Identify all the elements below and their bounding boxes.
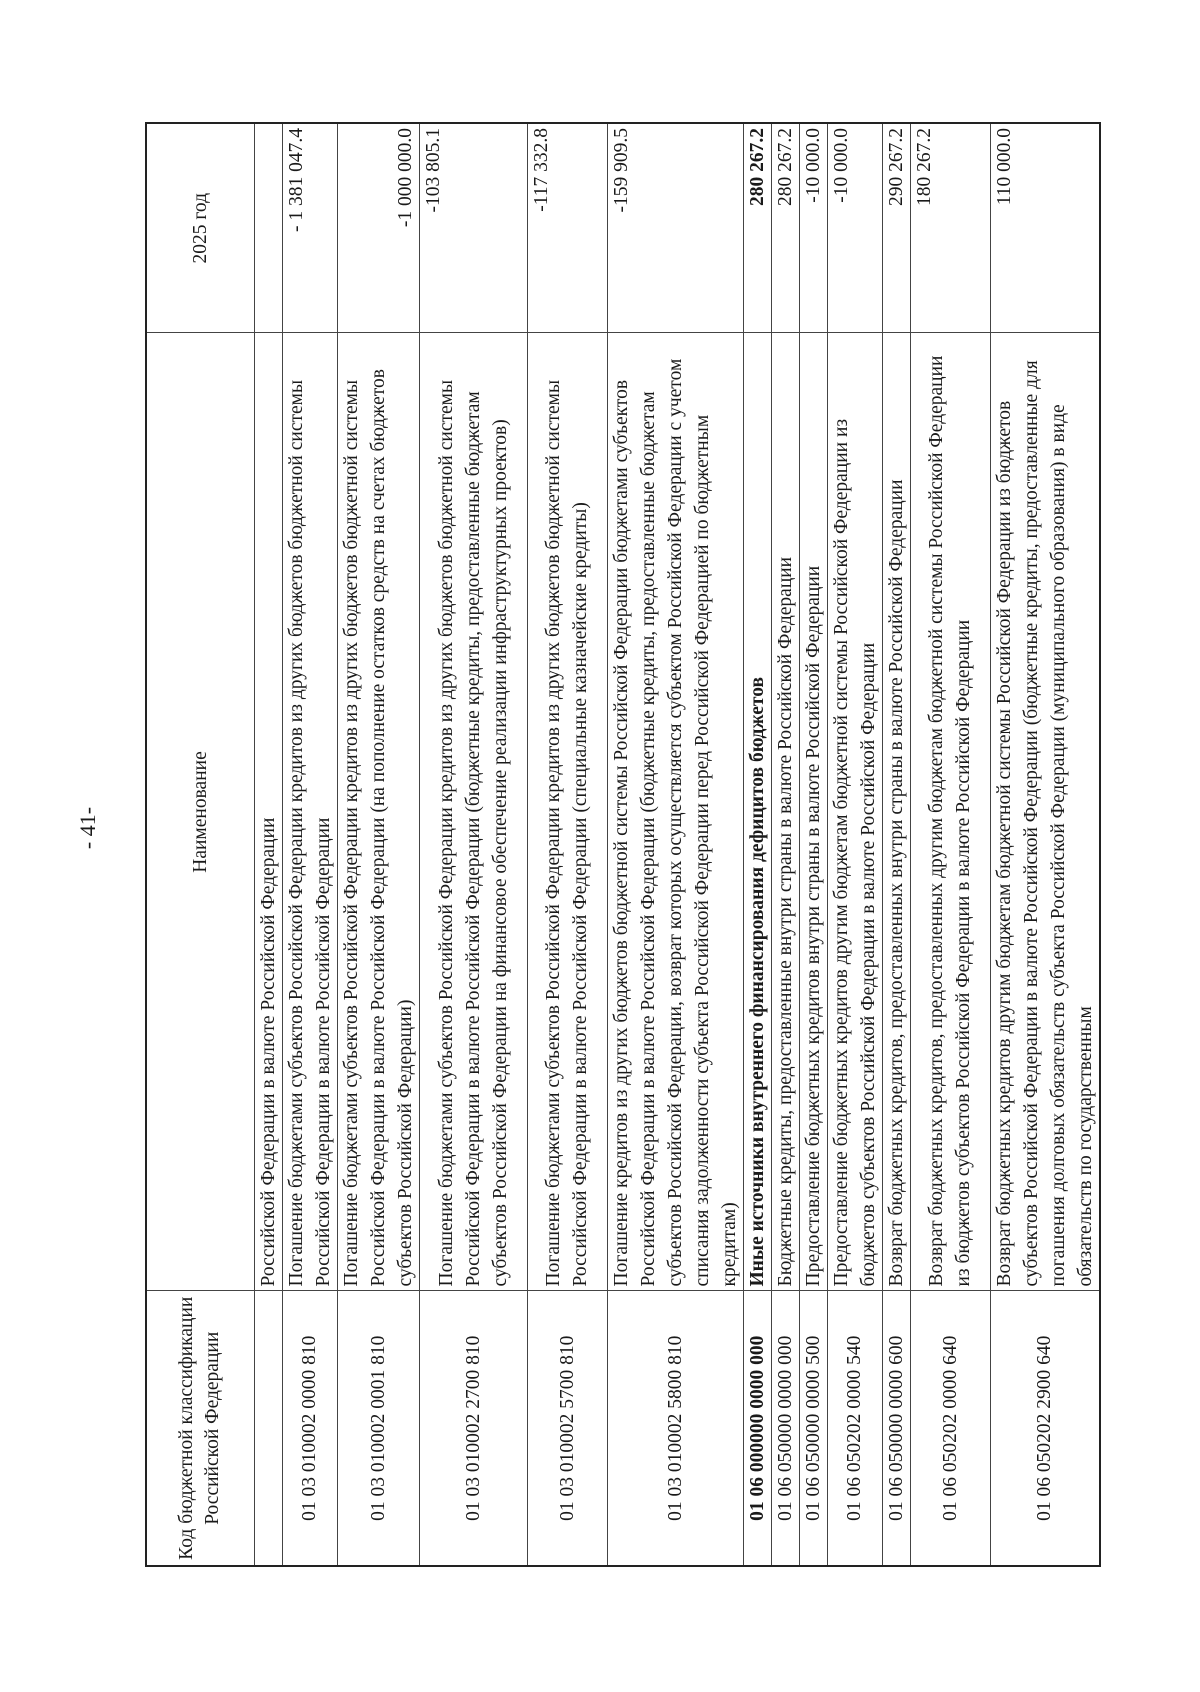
row-name: Погашение бюджетами субъектов Российской Федерации кредитов из других бюджетов бюджетной системы Российской Федерации в валюте Российской Федерации (бюджетные кредиты, предоставленные бюджетам субъектов Российской Федерации на финансовое обеспечение реализации инфраструктурных проектов) (419, 333, 527, 1291)
row-value: -103 805.1 (419, 123, 527, 333)
row-name: Российской Федерации в валюте Российской Федерации (254, 333, 282, 1291)
row-value (254, 123, 282, 333)
row-code: 01 03 010002 0000 810 (282, 1291, 337, 1566)
row-name: Бюджетные кредиты, предоставленные внутри страны в валюте Российской Федерации (771, 333, 799, 1291)
header-code: Код бюджетной классификации Российской Федерации (146, 1291, 254, 1566)
table-row-total (743, 123, 771, 1566)
row-name: Возврат бюджетных кредитов, предоставленных внутри страны в валюте Российской Федерации (882, 333, 910, 1291)
table-row (254, 123, 282, 1566)
row-value: -10 000.0 (799, 123, 827, 333)
row-value: 280 267.2 (743, 123, 771, 333)
row-value: -10 000.0 (827, 123, 882, 333)
row-code: 01 06 000000 0000 000 (743, 1291, 771, 1566)
table-row (607, 123, 743, 1566)
row-code: 01 06 050202 0000 540 (827, 1291, 882, 1566)
row-value: -159 909.5 (607, 123, 743, 333)
row-code: 01 06 050202 0000 640 (910, 1291, 990, 1566)
row-name: Погашение бюджетами субъектов Российской Федерации кредитов из других бюджетов бюджетной системы Российской Федерации в валюте Российской Федерации (282, 333, 337, 1291)
row-name: Предоставление бюджетных кредитов внутри страны в валюте Российской Федерации (799, 333, 827, 1291)
budget-sources-table-wrapper (145, 124, 1096, 1567)
row-name: Погашение бюджетами субъектов Российской Федерации кредитов из других бюджетов бюджетной системы Российской Федерации в валюте Российской Федерации (специальные казначейские кредиты) (527, 333, 607, 1291)
table-row (882, 123, 910, 1566)
row-value: -1 000 000.0 (337, 123, 419, 333)
row-value: - 1 381 047.4 (282, 123, 337, 333)
row-code: 01 03 010002 5700 810 (527, 1291, 607, 1566)
row-name: Погашение кредитов из других бюджетов бюджетной системы Российской Федерации бюджетами субъектов Российской Федерации в валюте Российской Федерации (бюджетные кредиты, предоставленные бюджетам субъектов Российской Федерации, возврат которых осуществляется субъектом Российской Федерации с учетом списания задолженности субъекта Российской Федерации перед Российской Федерацией по бюджетным кредитам) (607, 333, 743, 1291)
row-code: 01 06 050000 0000 600 (882, 1291, 910, 1566)
row-code (254, 1291, 282, 1566)
row-value: 180 267.2 (910, 123, 990, 333)
row-name: Возврат бюджетных кредитов, предоставленных другим бюджетам бюджетной системы Российской Федерации из бюджетов субъектов Российской Федерации в валюте Российской Федерации (910, 333, 990, 1291)
table-header-row (146, 123, 254, 1566)
row-name: Возврат бюджетных кредитов другим бюджетам бюджетной системы Российской Федерации из бюджетов субъектов Российской Федерации в валюте Российской Федерации (бюджетные кредиты, предоставленные для погашения долговых обязательств субъекта Российской Федерации (муниципального образования) в виде обязательств по государственным (990, 333, 1100, 1291)
row-name: Погашение бюджетами субъектов Российской Федерации кредитов из других бюджетов бюджетной системы Российской Федерации в валюте Российской Федерации (на пополнение остатков средств на счетах бюджетов субъектов Российской Федерации) (337, 333, 419, 1291)
row-value: -117 332.8 (527, 123, 607, 333)
table-row (337, 123, 419, 1566)
row-code: 01 06 050000 0000 000 (771, 1291, 799, 1566)
table-row (827, 123, 882, 1566)
row-value: 290 267.2 (882, 123, 910, 333)
table-row (799, 123, 827, 1566)
row-code: 01 06 050202 2900 640 (990, 1291, 1100, 1566)
header-name: Наименование (146, 333, 254, 1291)
budget-sources-table (145, 122, 1101, 1567)
row-code: 01 03 010002 2700 810 (419, 1291, 527, 1566)
table-row (771, 123, 799, 1566)
table-row (527, 123, 607, 1566)
table-row (282, 123, 337, 1566)
table-row (910, 123, 990, 1566)
row-code: 01 06 050000 0000 500 (799, 1291, 827, 1566)
row-name: Предоставление бюджетных кредитов другим бюджетам бюджетной системы Российской Федерации из бюджетов субъектов Российской Федерации в валюте Российской Федерации (827, 333, 882, 1291)
page-number: - 41- (75, 806, 100, 850)
table-row (419, 123, 527, 1566)
row-value: 280 267.2 (771, 123, 799, 333)
table-row (990, 123, 1100, 1566)
row-code: 01 03 010002 5800 810 (607, 1291, 743, 1566)
header-value: 2025 год (146, 123, 254, 333)
row-code: 01 03 010002 0001 810 (337, 1291, 419, 1566)
row-value: 110 000.0 (990, 123, 1100, 333)
row-name: Иные источники внутреннего финансирования дефицитов бюджетов (743, 333, 771, 1291)
